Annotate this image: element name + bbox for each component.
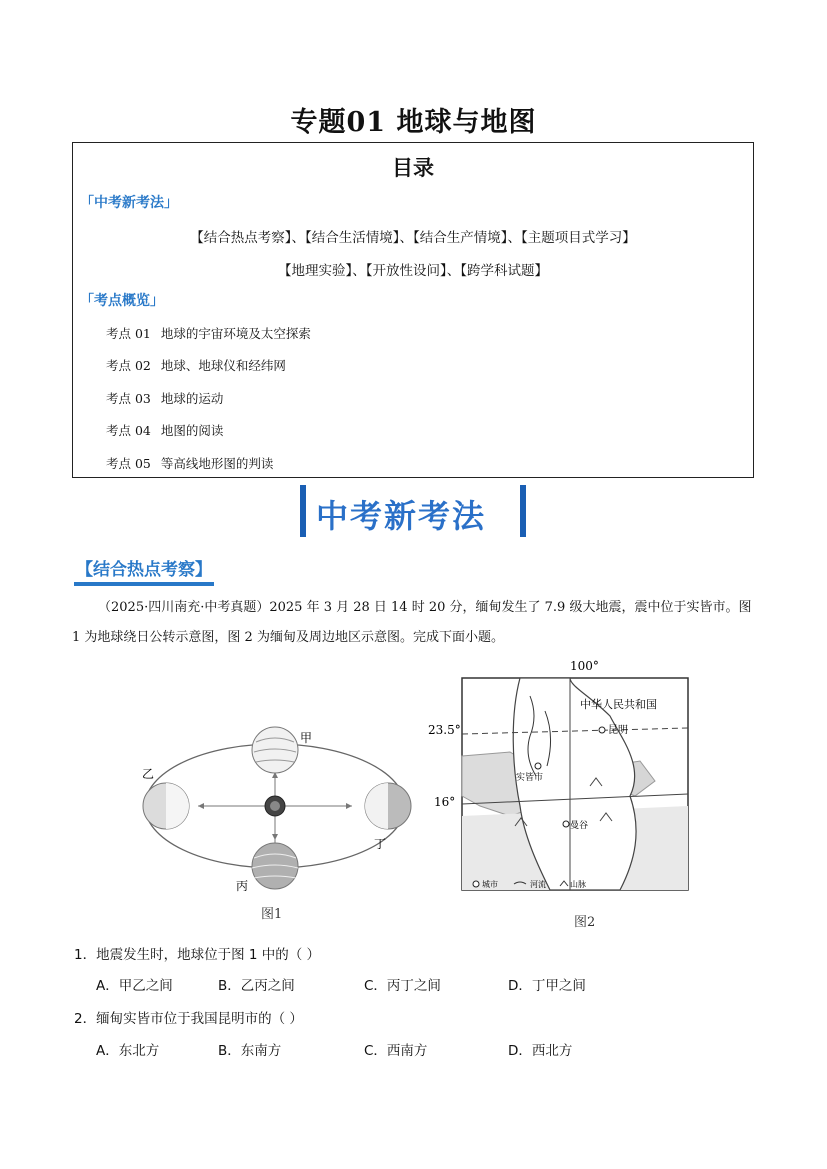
fig2-lat-235: 23.5° (428, 723, 461, 737)
fig1-label-ding: 丁 (374, 837, 387, 851)
toc-item-text: 地球、地球仪和经纬网 (160, 358, 286, 373)
figure-2-map (420, 656, 700, 916)
question-1-stem: 1．地震发生时，地球位于图 1 中的（ ） (74, 947, 321, 963)
q2-option-c[interactable]: C．西南方 (364, 1043, 428, 1059)
toc-item[interactable] (106, 421, 233, 439)
q2-option-d[interactable]: D．西北方 (508, 1043, 573, 1059)
page-title: 专题01 地球与地图 (290, 107, 537, 138)
fig1-label-jia: 甲 (300, 731, 313, 745)
fig2-city-shijie: 实皆市 (516, 773, 544, 783)
q1-option-d[interactable]: D．丁甲之间 (508, 978, 586, 994)
banner-left-bar (300, 485, 306, 537)
toc-item-text: 地球的运动 (160, 391, 224, 406)
q2-option-b[interactable]: B．东南方 (218, 1043, 282, 1059)
fig2-legend-mountain: 山脉 (570, 880, 586, 889)
q1-option-a[interactable]: A．甲乙之间 (96, 978, 173, 994)
question-2-stem: 2．缅甸实皆市位于我国昆明市的（ ） (74, 1011, 303, 1027)
toc-item-num: 考点 03 (106, 391, 151, 406)
fig2-country-label: 中华人民共和国 (580, 698, 657, 711)
figure-2-caption: 图2 (574, 915, 596, 930)
toc-item[interactable] (106, 356, 296, 374)
fig2-city-mangu: 曼谷 (570, 821, 589, 831)
fig2-lon-label: 100° (570, 659, 599, 673)
fig1-label-bing: 丙 (236, 879, 249, 893)
toc-item-text: 地球的宇宙环境及太空探索 (160, 326, 311, 341)
q2-option-a[interactable]: A．东北方 (96, 1043, 160, 1059)
figure-1-caption: 图1 (261, 907, 283, 922)
banner-text: 中考新考法 (316, 497, 487, 535)
section-tag: 【结合热点考察】 (74, 555, 214, 586)
toc-item-num: 考点 02 (106, 358, 151, 373)
toc-item-num: 考点 05 (106, 456, 151, 471)
banner-right-bar (520, 485, 526, 537)
fig2-city-kunming: 昆明 (608, 725, 628, 736)
fig1-label-yi: 乙 (142, 767, 155, 781)
tags-line-1: 【结合热点考察】、【结合生活情境】、【结合生产情境】、【主题项目式学习】 (190, 230, 636, 246)
toc-item-text: 地图的阅读 (160, 423, 224, 438)
toc-item-num: 考点 04 (106, 423, 151, 438)
tags-line-2: 【地理实验】、【开放性设问】、【跨学科试题】 (278, 263, 548, 279)
toc-item[interactable] (106, 454, 283, 472)
toc-heading: 目录 (392, 156, 434, 180)
toc-item[interactable] (106, 389, 233, 407)
overview-label: 「考点概览」 (80, 293, 164, 309)
fig2-legend-city: 城市 (482, 880, 498, 889)
q1-option-b[interactable]: B．乙丙之间 (218, 978, 295, 994)
toc-item-text: 等高线地形图的判读 (160, 456, 274, 471)
fig2-legend-river: 河流 (530, 880, 546, 889)
figure-1-orbit (138, 720, 428, 930)
toc-item-num: 考点 01 (106, 326, 151, 341)
question-intro: （2025·四川南充·中考真题）2025 年 3 月 28 日 14 时 20 分，缅甸发生了 7.9 级大地震，震中位于实皆市。图 1 为地球绕日公转示意图，图 2 为缅甸及周边地区示意图。完成下面小题。 (72, 600, 752, 645)
new-method-banner (300, 485, 526, 537)
toc-item[interactable] (106, 324, 321, 342)
fig2-lat-16: 16° (434, 795, 456, 809)
q1-option-c[interactable]: C．丙丁之间 (364, 978, 441, 994)
new-method-label: 「中考新考法」 (80, 195, 178, 211)
